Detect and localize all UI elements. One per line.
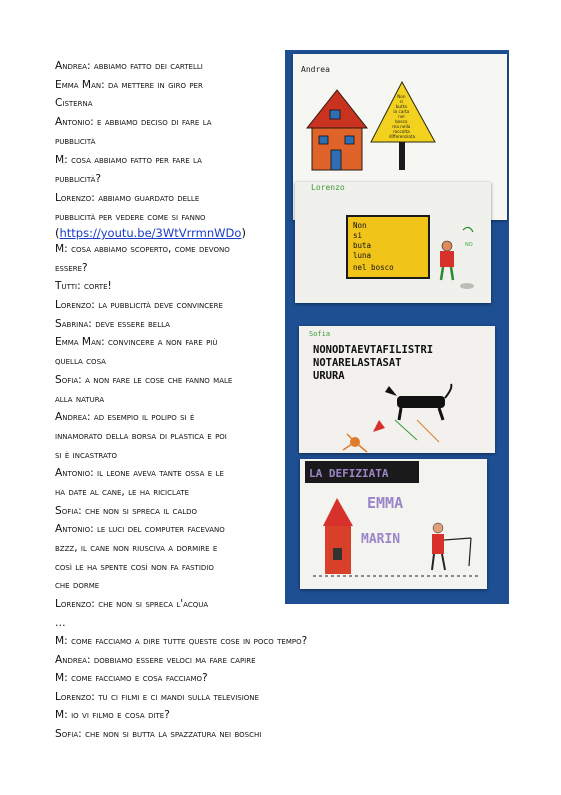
dialogue-line [55, 635, 515, 647]
house-drawing [307, 90, 367, 170]
dialogue-text: innamorato della borsa di plastica e poi [55, 430, 227, 442]
speaker-name: Andrea: [55, 654, 91, 666]
dialogue-line [55, 542, 285, 554]
dialogue-text: che non si butta la spazzatura nei boschi [85, 728, 262, 740]
speaker-name: Emma Man: [55, 79, 105, 91]
dialogue-line [55, 467, 285, 479]
sign-word: Non [397, 94, 406, 99]
dialogue-line [55, 192, 285, 204]
sign-word: la carta [393, 109, 410, 114]
dialogue-text: pubblicità? [55, 173, 102, 185]
dialogue-line [55, 227, 285, 240]
dialogue-line [55, 79, 285, 91]
dialogue-text: e abbiamo deciso di fare la [97, 116, 212, 128]
dialogue-text: le luci del computer facevano [97, 523, 225, 535]
dialogue-text: Cisterna [55, 97, 93, 109]
dialogue-text: ha date al cane, le ha riciclate [55, 486, 190, 498]
speaker-name: Sofia: [55, 505, 82, 517]
speaker-name: Tutti: [55, 280, 81, 292]
drawing-text-line: NONODTAEVTAFILISTRI [313, 344, 434, 356]
dialogue-line [55, 318, 285, 330]
link-open-paren: ( [55, 226, 60, 240]
dialogue-line [55, 299, 285, 311]
speaker-name: M: [55, 154, 68, 166]
dialogue-text: ad esempio il polipo si è [93, 411, 195, 423]
speaker-name: Sofia: [55, 374, 82, 386]
dialogue-text: corte! [84, 280, 112, 292]
drawings-photo [285, 50, 509, 604]
speaker-name: Antonio: [55, 467, 94, 479]
dialogue-text: si è incastrato [55, 449, 117, 461]
speaker-name: Lorenzo: [55, 598, 95, 610]
dialogue-text: tu ci filmi e ci mandi sulla televisione [98, 691, 259, 703]
dialogue-line [55, 449, 285, 461]
drawing3-text [313, 344, 439, 382]
dialogue-text: io vi filmo e cosa dite? [71, 709, 170, 721]
tower-drawing [323, 498, 353, 574]
dialogue-line [55, 393, 285, 405]
sign-word: si [353, 231, 363, 240]
dialogue-line [55, 411, 285, 423]
dialogue-text: cosa abbiamo fatto per fare la [71, 154, 202, 166]
sign-word: ma nella [392, 124, 411, 129]
warning-sign-drawing [371, 82, 435, 170]
dialogue-line [55, 691, 515, 703]
sign-word: nel bosco [353, 263, 394, 272]
speaker-name: Andrea: [55, 60, 91, 72]
dialogue-line [55, 579, 285, 591]
sign-word: butta [395, 104, 407, 109]
dialogue-text: a non fare le cose che fanno male [85, 374, 233, 386]
sign-word: nel [398, 114, 405, 119]
drawing-text-line: URURA [313, 370, 345, 382]
speaker-name: M: [55, 672, 68, 684]
dialogue-text: deve essere bella [95, 318, 170, 330]
dialogue-line [55, 97, 285, 109]
sign-word: raccolta [392, 129, 410, 134]
sign-word: Non [353, 221, 367, 230]
dialogue-line [55, 280, 285, 292]
sign-word: buta [353, 241, 372, 250]
person-drawing [432, 523, 471, 570]
dialogue-line [55, 60, 285, 72]
octopus-drawing [343, 420, 439, 452]
dialogue-line [55, 523, 285, 535]
dialogue-text: il leone aveva tante ossa e le [97, 467, 224, 479]
video-link[interactable]: https://youtu.be/3WtVrrmnWDo [59, 226, 242, 240]
drawing1-name: Andrea [301, 65, 330, 74]
dialogue-text: alla natura [55, 393, 105, 405]
speaker-name: Sofia: [55, 728, 82, 740]
dialogue-text: abbiamo guardato delle [98, 192, 200, 204]
dialogue-line [55, 709, 515, 721]
dialogue-line [55, 374, 285, 386]
dialogue-text: quella cosa [55, 355, 106, 367]
dialogue-text: essere? [55, 262, 88, 274]
dialogue-text: che non si spreca l'acqua [98, 598, 209, 610]
dialogue-line [55, 430, 285, 442]
dialogue-text: convincere a non fare più [108, 336, 218, 348]
dialogue-text: come facciamo e cosa facciamo? [71, 672, 208, 684]
svg-text:NO: NO [465, 242, 473, 248]
dialogue-line [55, 728, 515, 740]
dialogue-text: … [55, 617, 66, 629]
speaker-name: M: [55, 709, 68, 721]
dialogue-text: dobbiamo essere veloci ma fare capire [93, 654, 256, 666]
dialogue-line [55, 154, 285, 166]
drawing3-name: Sofia [309, 330, 331, 338]
drawing4-top: LA DEFIZIATA [309, 467, 389, 480]
speaker-name: Lorenzo: [55, 192, 95, 204]
speaker-name: M: [55, 243, 68, 255]
dialogue-text: pubblicità per vedere come si fanno [55, 211, 206, 223]
dialogue-text: la pubblicità deve convincere [98, 299, 223, 311]
drawing-text-line: NOTARELASTASAT [313, 357, 402, 369]
speaker-name: Sabrina: [55, 318, 92, 330]
dialogue-line [55, 336, 285, 348]
dialogue-line [55, 505, 285, 517]
speaker-name: M: [55, 635, 68, 647]
dialogue-line [55, 561, 285, 573]
dialogue-text: bzzz, il cane non riusciva a dormire e [55, 542, 218, 554]
sign-word: bosco [395, 119, 408, 124]
speaker-name: Antonio: [55, 116, 94, 128]
dog-drawing [385, 384, 451, 420]
dialogue-text: da mettere in giro per [108, 79, 203, 91]
yellow-sign-drawing [347, 216, 429, 278]
speaker-name: Lorenzo: [55, 299, 95, 311]
dialogue-text: cosa abbiamo scoperto, come devono [71, 243, 230, 255]
dialogue-line [55, 486, 285, 498]
dialogue-line [55, 598, 285, 610]
dialogue-text: che non si spreca il caldo [85, 505, 198, 517]
dialogue-text: come facciamo a dire tutte queste cose in poco tempo? [71, 635, 308, 647]
link-close-paren: ) [241, 226, 246, 240]
dialogue-text: abbiamo fatto dei cartelli [93, 60, 203, 72]
dialogue-line [55, 355, 285, 367]
sign-word: luna [353, 251, 372, 260]
speaker-name: Lorenzo: [55, 691, 95, 703]
speaker-name: Andrea: [55, 411, 91, 423]
drawings-svg [285, 50, 509, 604]
dialogue-text: che dorme [55, 579, 100, 591]
dialogue-text: pubblicità [55, 135, 96, 147]
speaker-name: Antonio: [55, 523, 94, 535]
child-figure-drawing [440, 227, 474, 289]
sign-word: si [399, 99, 404, 104]
dialogue-line [55, 116, 285, 128]
speaker-name: Emma Man: [55, 336, 105, 348]
drawing4-name1: EMMA [367, 494, 404, 512]
dialogue-line [55, 654, 515, 666]
dialogue-text: così le ha spente così non fa fastidio [55, 561, 214, 573]
drawing2-name: Lorenzo [311, 183, 345, 192]
drawing4-name2: MARIN [361, 532, 401, 547]
dialogue-line [55, 243, 285, 255]
dialogue-line [55, 617, 285, 629]
dialogue-line [55, 262, 285, 274]
sign-word: differenziata [388, 134, 416, 139]
dialogue-line [55, 135, 285, 147]
dialogue-line [55, 211, 285, 223]
dialogue-line [55, 672, 515, 684]
dialogue-line [55, 173, 285, 185]
